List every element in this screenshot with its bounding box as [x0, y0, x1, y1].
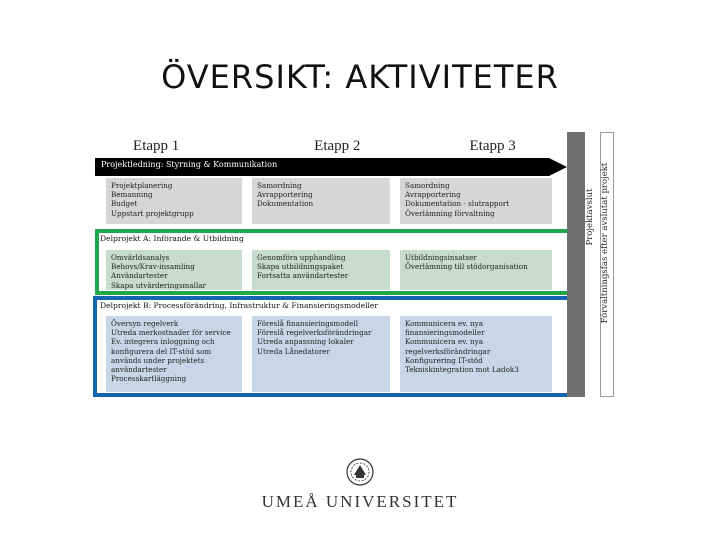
- row3-cell-etapp2: Föreslå finansieringsmodell Föreslå regelverksförändringar Utreda anpassning lokaler Utreda Lånedatorer: [252, 316, 390, 392]
- row1-cell-etapp1: Projektplanering Bemanning Budget Uppstart projektgrupp: [106, 178, 242, 224]
- row2-cell-etapp2: Genomföra upphandling Skapa utbildningspaket Fortsatta användartester: [252, 250, 390, 290]
- row3-cell-etapp3: Kommunicera ev. nya finansieringsmodeller Kommunicera ev. nya regelverksförändringar Konfigurering IT-stöd Tekniskintegration mot Ladok3: [400, 316, 552, 392]
- maintenance-phase-label: Förvaltningsfas efter avslutat projekt: [600, 162, 610, 324]
- arrow-label: Projektledning: Styrning & Kommunikation: [101, 160, 278, 169]
- row1-cell-etapp2: Samordning Avrapportering Dokumentation: [252, 178, 390, 224]
- subproject-b-label: Delprojekt B: Processförändring, Infrastruktur & Finansieringsmodeller: [100, 301, 379, 310]
- project-closure-label-area: [585, 132, 599, 302]
- row2-cell-etapp3: Utbildningsinsatser Överlämning till stödorganisation: [400, 250, 552, 290]
- stage-header-row: [95, 132, 560, 160]
- page-title: ÖVERSIKT: AKTIVITETER: [161, 58, 559, 96]
- project-closure-bar: [567, 132, 585, 397]
- row3-cell-etapp1: Översyn regelverk Utreda merkostnader för service Ev. integrera inloggning och konfigurera del IT-stöd som används under projektets användartester Processkartläggning: [106, 316, 242, 392]
- project-closure-label: Projektavslut: [585, 188, 595, 246]
- university-logo-text: UMEÅ UNIVERSITET: [261, 492, 459, 511]
- subproject-a-label: Delprojekt A: Införande & Utbildning: [100, 234, 244, 243]
- row2-cell-etapp1: Omvärldsanalys Behovs/Krav-insamling Användartester Skapa utvärderingsmallar: [106, 250, 242, 290]
- stage-header-3: Etapp 3: [401, 132, 560, 160]
- maintenance-phase-bar: [600, 132, 614, 397]
- row1-cell-etapp3: Samordning Avrapportering Dokumentation - slutrapport Överlämning förvaltning: [400, 178, 552, 224]
- stage-header-2: Etapp 2: [219, 132, 399, 160]
- stage-header-1: Etapp 1: [95, 132, 217, 160]
- university-seal-icon: [339, 455, 381, 489]
